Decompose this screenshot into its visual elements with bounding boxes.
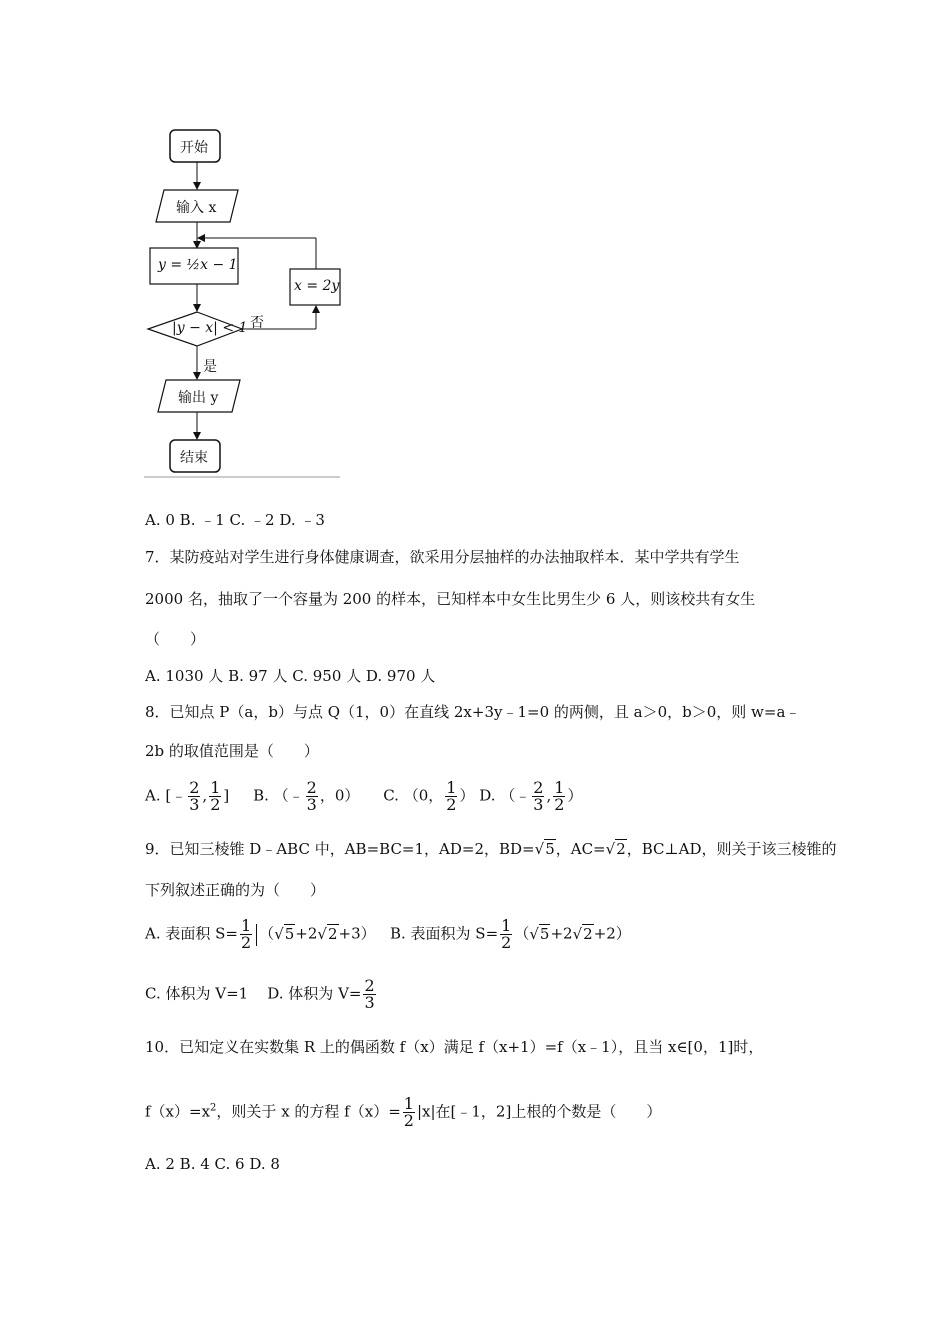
fraction: $\frac{2}{3}$ (189, 778, 200, 814)
q8-line1: 8．已知点 P（a，b）与点 Q（1，0）在直线 2x+3y﹣1=0 的两侧，且 a＞0，b＞0，则 w=a﹣ (145, 703, 801, 721)
flow-start-label: 开始 (180, 140, 208, 156)
q7-options: A. 1030 人 B. 97 人 C. 950 人 D. 970 人 (145, 667, 436, 685)
flow-input-label: 输入 x (176, 200, 217, 216)
q7-line2: 2000 名，抽取了一个容量为 200 的样本，已知样本中女生比男生少 6 人，则该校共有女生 (145, 590, 756, 608)
q7-line3: （ ） (145, 630, 206, 648)
q8-opt-b-prefix: B. （﹣ (253, 786, 304, 805)
q8-opt-a-prefix: A. [﹣ (145, 786, 187, 805)
q9-line2: 下列叙述正确的为（ ） (145, 881, 326, 899)
q9-line1: 9．已知三棱锥 D﹣ABC 中，AB=BC=1，AD=2，BD=√5，AC=√2，BC⊥AD，则关于该三棱锥的 (145, 840, 837, 858)
sqrt: √2 (605, 840, 626, 858)
fraction: $\frac{1}{2}$ (240, 916, 252, 952)
flow-assign-label: y = ½x − 1 (158, 257, 238, 273)
q9-options-ab: A. 表面积 S= $\frac{1}{2}$ （√5+2√2+3） B. 表面积为 S= $\frac{1}{2}$ （√5+2√2+2） (145, 916, 631, 952)
sqrt: √5 (274, 924, 295, 943)
sqrt: √5 (534, 840, 555, 858)
q8-opt-c-prefix: C. （0， (383, 786, 444, 805)
q10-line1: 10．已知定义在实数集 R 上的偶函数 f（x）满足 f（x+1）=f（x﹣1），且当 x∈[0，1]时， (145, 1038, 764, 1056)
flow-output-label: 输出 y (178, 390, 219, 406)
q8-line2: 2b 的取值范围是（ ） (145, 742, 319, 760)
fraction: $\frac{1}{2}$ (501, 916, 512, 952)
sqrt: √2 (572, 924, 593, 943)
fraction: $\frac{1}{2}$ (210, 778, 221, 814)
fraction: $\frac{2}{3}$ (306, 778, 317, 814)
flowchart-diagram (140, 120, 350, 480)
flow-end-label: 结束 (180, 450, 208, 466)
sqrt: √5 (529, 924, 550, 943)
q9-options-cd: C. 体积为 V=1 D. 体积为 V= $\frac{2}{3}$ (145, 976, 375, 1012)
fraction: $\frac{2}{3}$ (533, 778, 544, 814)
q8-opt-d-prefix: D. （﹣ (479, 786, 531, 805)
flowchart (140, 120, 350, 480)
q10-options: A. 2 B. 4 C. 6 D. 8 (145, 1155, 280, 1173)
fraction: $\frac{1}{2}$ (446, 778, 457, 814)
q7-line1: 7．某防疫站对学生进行身体健康调查，欲采用分层抽样的办法抽取样本．某中学共有学生 (145, 548, 740, 566)
flow-update-label: x = 2y (294, 278, 340, 294)
q6-options: A. 0 B. ﹣1 C. ﹣2 D. ﹣3 (145, 511, 325, 529)
flow-yes-label: 是 (203, 359, 217, 375)
q8-options: A. [﹣ $\frac{2}{3}$ , $\frac{1}{2}$ ] B. （﹣ $\frac{2}{3}$ ，0） C. （0， $\frac{1}{2}$ ） D. （﹣ $\frac{2}{3}$ , $\frac{1}{2}$ ） (145, 778, 583, 814)
q10-line2: $f(x)=x^2$，则关于 x 的方程 f（x）= $\frac{1}{2}$ |x|在[﹣1，2]上根的个数是（ ） (145, 1094, 662, 1130)
flow-no-label: 否 (250, 315, 264, 331)
flow-condition-label: |y − x| < 1 (172, 320, 248, 336)
fraction: $\frac{1}{2}$ (554, 778, 565, 814)
fraction: $\frac{1}{2}$ (403, 1094, 414, 1130)
sqrt: √2 (317, 924, 338, 943)
fraction: $\frac{2}{3}$ (364, 976, 375, 1012)
